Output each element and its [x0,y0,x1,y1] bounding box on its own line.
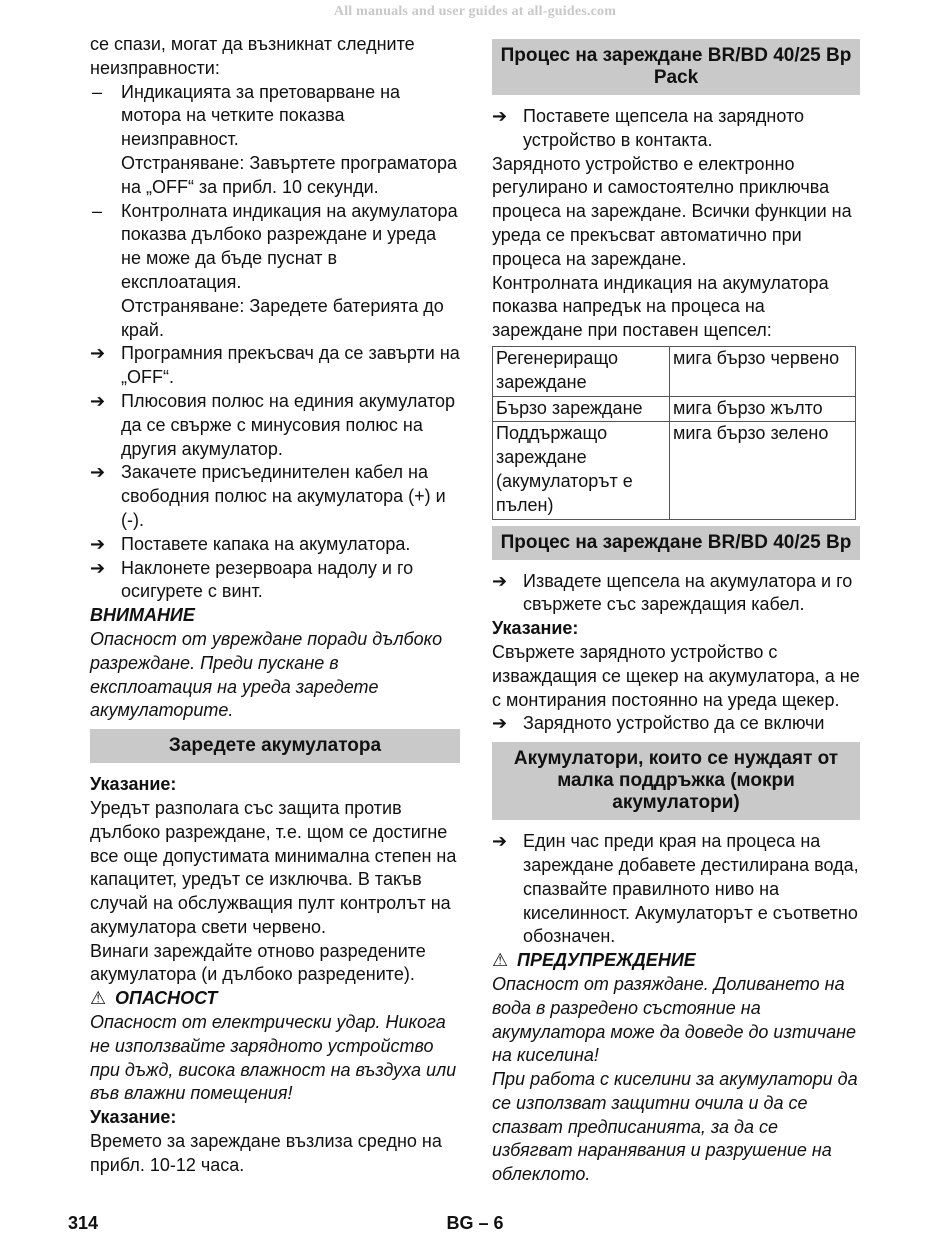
page-code: BG – 6 [446,1213,504,1233]
danger-title [90,987,460,1011]
warning-title-text: ПРЕДУПРЕЖДЕНИЕ [517,950,696,971]
arrow-icon: ➔ [90,343,106,364]
note-text: Времето за зареждане възлиза средно на прибл. 10-12 часа. [90,1131,442,1175]
fault-list [90,200,460,295]
step-text: Поставете щепсела на зарядното устройство в контакта. [523,106,805,150]
list-item [90,81,460,152]
dash-bullet: – [92,200,103,221]
step-text: Плюсовия полюс на единия акумулатор да се свърже с минусовия полюс на другия акумулатор. [121,390,456,459]
step-text: Извадете щепсела на акумулатора и го свържете със зареждащия кабел. [523,570,853,615]
arrow-icon: ➔ [492,570,508,591]
table-row [493,422,856,519]
danger-text: Опасност от електрически удар. Никога не използвайте зарядното устройство при дъжд, висока влажност на въздуха или във влажни помещения! [90,1012,457,1104]
table-row [493,396,856,422]
fault-fix: Отстраняване: Завъртете програматора на „OFF“ за прибл. 10 секунди. [121,152,457,197]
watermark: All manuals and user guides at all-guides.com [333,4,617,19]
section-heading-charge-battery: Заредете акумулатора [90,729,460,763]
list-item [90,390,460,461]
left-column [90,33,460,1178]
fault-text: Контролната индикация на акумулатора показва дълбоко разреждане и уреда не може да бъде пуснат в експлоатация. [121,200,458,292]
step-text: Един час преди края на процеса на зареждане добавете дестилирана вода, спазвайте правилното ниво на киселинност. Акумулаторът е съответно обозначен. [523,831,859,947]
step-list [492,830,860,949]
list-item [90,200,460,295]
step-text: Закачете присъединителен кабел на свободния полюс на акумулатора (+) и (-). [121,462,446,530]
note-label: Указание: [90,1107,177,1128]
warning-text: При работа с киселини за акумулатори да се използват защитни очила и да се спазват предписанията, за да се избягват наранявания и разрушение на облеклото. [492,1069,858,1185]
table-cell-state: Регенериращо зареждане [493,346,670,396]
dash-bullet: – [92,81,103,102]
step-text: Зарядното устройство да се включи [523,713,825,734]
section-heading-bp-pack: Процес на зареждане BR/BD 40/25 Bp Pack [492,39,860,95]
table-cell-state: Поддържащо зареждане (акумулаторът е пълен) [493,422,670,519]
intro-text: се спази, могат да възникнат следните неизправности: [90,34,415,78]
arrow-icon: ➔ [492,831,508,852]
list-item [90,557,460,605]
page-number: 314 [68,1213,99,1233]
arrow-icon: ➔ [90,557,106,578]
list-item [492,830,860,949]
paragraph: Зарядното устройство е електронно регулирано и самостоятелно приключва процеса на зареждане. Всички функции на уреда се прекъсват автоматично при процеса на зареждане. [492,153,852,269]
fault-list [90,81,460,152]
step-text: Програмния прекъсвач да се завърти на „OFF“. [121,343,460,388]
arrow-icon: ➔ [90,390,106,411]
list-item [90,533,460,557]
note-text: Винаги зареждайте отново разредените акумулатора (и дълбоко разредените). [90,940,426,985]
arrow-icon: ➔ [90,533,106,554]
list-item [492,105,860,153]
section-heading-bp: Процес на зареждане BR/BD 40/25 Bp [492,526,860,560]
step-list [492,712,860,736]
warning-triangle-icon: ⚠ [90,988,107,1009]
note-label: Указание: [492,618,579,639]
note-text: Свържете зарядното устройство с изваждащия се щекер на акумулатора, а не с монтирания постоянно на уреда щекер. [492,641,860,710]
right-column [492,33,860,1187]
step-list [492,570,860,618]
note-text: Уредът разполага със защита против дълбоко разреждане, т.е. щом се достигне все още допустимата минимална степен на капацитет, уредът се изключва. В такъв случай на обслужващия пулт контролът на акумулатора свети червено. [90,797,457,937]
fault-fix: Отстраняване: Заредете батерията до край. [121,295,444,340]
step-text: Поставете капака на акумулатора. [121,533,411,554]
table-cell-signal: мига бързо червено [670,346,856,396]
caution-title: ВНИМАНИЕ [90,605,195,626]
charge-state-table [492,346,856,520]
table-cell-signal: мига бързо жълто [670,396,856,422]
warning-triangle-icon: ⚠ [492,950,509,971]
section-heading-wet-batteries: Акумулатори, които се нуждаят от малка поддръжка (мокри акумулатори) [492,742,860,820]
list-item [492,712,860,736]
warning-title [492,949,860,973]
note-label: Указание: [90,774,177,795]
list-item [90,342,460,390]
list-item [492,570,860,618]
caution-text: Опасност от увреждане поради дълбоко разреждане. Преди пускане в експлоатация на уреда заредете акумулаторите. [90,628,443,721]
arrow-icon: ➔ [492,713,508,734]
paragraph: Контролната индикация на акумулатора показва напредък на процеса на зареждане при поставен щепсел: [492,272,829,341]
step-text: Наклонете резервоара надолу и го осигурете с винт. [121,557,414,602]
step-list [90,342,460,604]
list-item [90,461,460,532]
table-cell-signal: мига бързо зелено [670,422,856,519]
danger-title-text: ОПАСНОСТ [115,988,218,1009]
table-cell-state: Бързо зареждане [493,396,670,422]
fault-text: Индикацията за претоварване на мотора на четките показва неизправност. [121,81,401,150]
step-list [492,105,860,153]
warning-text: Опасност от разяждане. Доливането на вода в разредено състояние на акумулатора може да доведе до изтичане на киселина! [492,973,857,1066]
arrow-icon: ➔ [492,106,508,126]
table-row [493,346,856,396]
arrow-icon: ➔ [90,462,106,483]
